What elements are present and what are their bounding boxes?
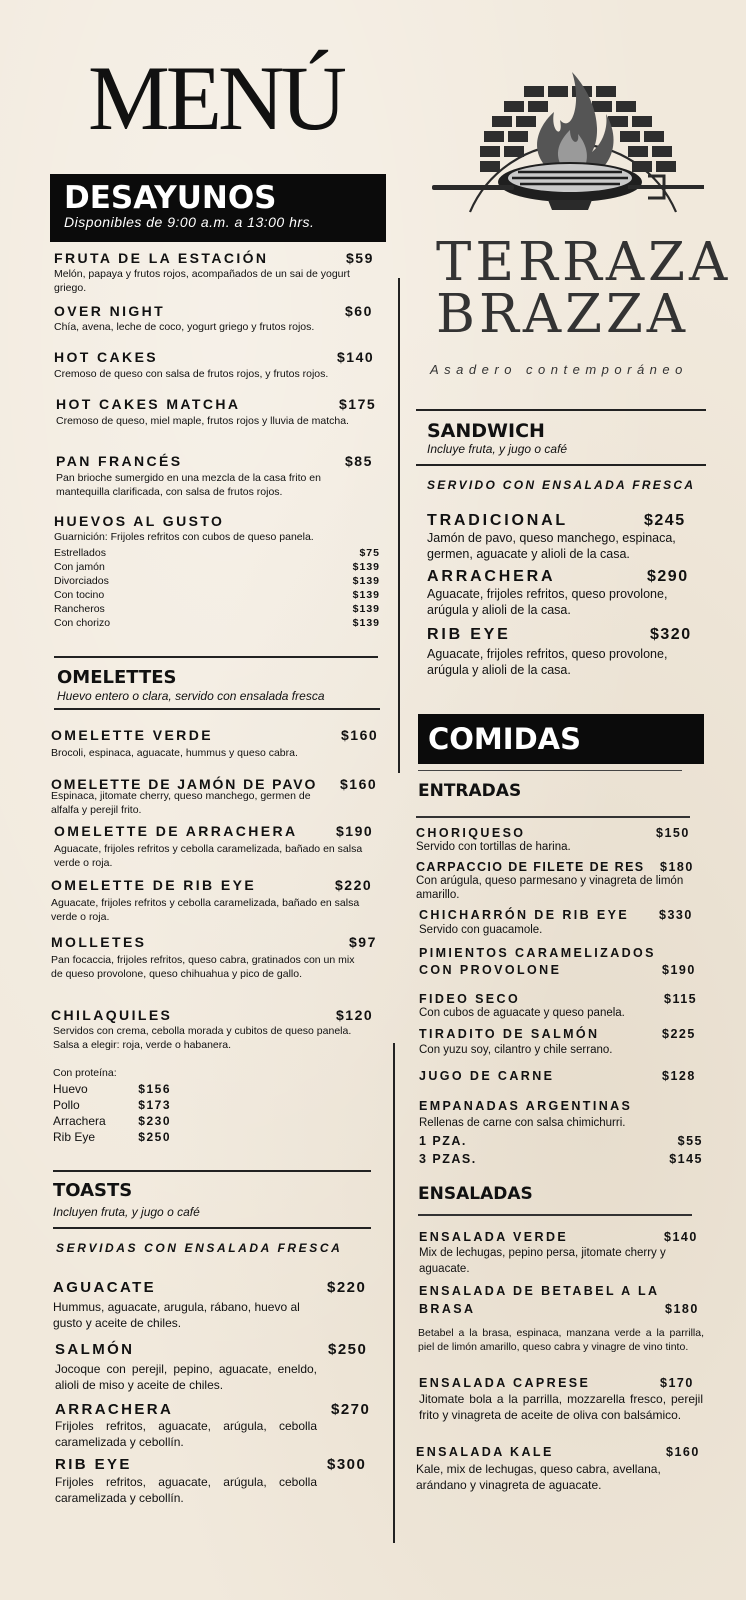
sandwich-title: SANDWICH [427,420,545,442]
option-price: $139 [352,603,380,615]
item-name: FIDEO SECO [419,992,521,1006]
item-desc: Cremoso de queso con salsa de frutos rojos, y frutos rojos. [54,368,329,380]
entradas-title: ENTRADAS [418,781,522,801]
option-label: Divorciados [54,575,109,587]
item-name: TRADICIONAL [427,512,569,529]
item-desc: Jocoque con perejil, pepino, aguacate, eneldo, alioli de miso y aceite de chiles. [55,1362,317,1392]
item-price: $220 [335,877,373,893]
item-price: $97 [349,934,377,950]
item-name: JUGO DE CARNE [419,1069,555,1083]
item-desc: Cremoso de queso, miel maple, frutos rojos y lluvia de matcha. [56,415,349,427]
option-price: $145 [669,1152,703,1166]
option-price: $230 [138,1114,171,1128]
item-name: TIRADITO DE SALMÓN [419,1027,600,1041]
option-price: $139 [352,561,380,573]
item-price: $85 [345,453,373,469]
item-name: EMPANADAS ARGENTINAS [419,1099,633,1113]
item-name: ARRACHERA [427,568,556,585]
option-row [419,1134,703,1152]
item-name: HOT CAKES MATCHA [56,396,241,412]
option-row [419,1152,703,1170]
item-price: $180 [665,1302,699,1316]
item-price: $300 [327,1456,367,1473]
divider [53,1227,371,1229]
item-name: CARPACCIO DE FILETE DE RES [416,860,645,874]
divider [418,770,682,771]
item-name: CHILAQUILES [51,1007,173,1023]
item-name: CHORIQUESO [416,826,526,840]
option-row [53,1130,171,1146]
item-price: $59 [346,250,374,266]
desayunos-subtitle: Disponibles de 9:00 a.m. a 13:00 hrs. [64,214,315,230]
protein-options [53,1082,171,1146]
column-divider [398,278,400,773]
item-name: AGUACATE [53,1279,157,1296]
item-desc: Jamón de pavo, queso manchego, espinaca, germen, aguacate y alioli de la casa. [427,531,676,561]
desayunos-title: DESAYUNOS [64,180,277,216]
option-price: $75 [359,547,380,559]
menu-title: MENÚ [88,47,343,149]
item-name: HUEVOS AL GUSTO [54,513,225,529]
item-name: HOT CAKES [54,349,159,365]
omelettes-title: OMELETTES [57,667,177,688]
item-name: ENSALADA DE BETABEL A LA [419,1284,660,1298]
comidas-header [418,714,704,764]
item-price: $190 [336,823,374,839]
option-price: $139 [352,575,380,587]
item-name: ENSALADA KALE [416,1445,554,1459]
item-name: OMELETTE DE JAMÓN DE PAVO [51,776,318,792]
toasts-note: SERVIDAS CON ENSALADA FRESCA [56,1241,343,1255]
item-price: $160 [666,1445,700,1459]
option-row [54,588,380,602]
item-desc: Rellenas de carne con salsa chimichurri. [419,1117,626,1129]
divider [416,464,706,466]
item-desc: Espinaca, jitomate cherry, queso manchego, germen de alfalfa y perejil frito. [51,790,311,816]
item-name: RIB EYE [55,1456,132,1473]
item-price: $150 [656,826,690,840]
item-desc: Jitomate bola a la parrilla, mozzarella fresco, perejil frito y vinagreta de aceite de oliva con balsámico. [419,1392,703,1422]
item-name: FRUTA DE LA ESTACIÓN [54,250,269,266]
divider [416,409,706,411]
omelettes-subtitle: Huevo entero o clara, servido con ensalada fresca [57,689,325,703]
item-name: ENSALADA CAPRESE [419,1376,591,1390]
option-label: 3 PZAS. [419,1152,477,1166]
item-desc: Servido con guacamole. [419,924,543,936]
brand-name-line2: BRAZZA [436,284,690,345]
option-row [54,560,380,574]
item-price: $175 [339,396,377,412]
sandwich-subtitle: Incluye fruta, y jugo o café [427,442,568,456]
option-row [53,1114,171,1130]
item-price: $140 [664,1230,698,1244]
item-price: $60 [345,303,373,319]
item-name: RIB EYE [427,626,511,643]
option-row [53,1098,171,1114]
divider [416,816,690,818]
item-desc: Con cubos de aguacate y queso panela. [419,1007,625,1019]
divider [53,1170,371,1172]
item-name: MOLLETES [51,934,147,950]
option-row [54,574,380,588]
comidas-title: COMIDAS [428,722,581,756]
item-price: $140 [337,349,375,365]
divider [418,1214,692,1216]
option-row [54,616,380,630]
item-desc: Frijoles refritos, aguacate, arúgula, cebolla caramelizada y cebollín. [55,1419,317,1449]
item-desc: Aguacate, frijoles refritos y cebolla caramelizada, bañado en salsa verde o roja. [51,897,360,923]
item-price: $270 [331,1401,371,1418]
option-label: Rib Eye [53,1130,96,1144]
item-name-cont: CON PROVOLONE [419,963,562,977]
toasts-subtitle: Incluyen fruta, y jugo o café [53,1205,200,1219]
option-label: Con jamón [54,561,105,573]
option-label: Arrachera [53,1114,106,1128]
brand-tagline: Asadero contemporáneo [430,362,688,377]
option-price: $139 [352,589,380,601]
option-row [53,1082,171,1098]
huevos-options [54,546,380,630]
item-name: SALMÓN [55,1341,135,1358]
item-price: $190 [662,963,696,977]
item-name: ENSALADA VERDE [419,1230,569,1244]
option-price: $139 [352,617,380,629]
option-label: Estrellados [54,547,106,559]
item-name: OMELETTE VERDE [51,727,213,743]
column-divider [393,1043,395,1543]
item-desc: Pan brioche sumergido en una mezcla de la casa frito en mantequilla clarificada, con salsa de frutos rojos. [56,472,321,498]
item-name: OMELETTE DE ARRACHERA [54,823,298,839]
item-desc: Servido con tortillas de harina. [416,841,571,853]
item-desc: Kale, mix de lechugas, queso cabra, avellana, arándano y vinagreta de aguacate. [416,1462,661,1492]
grill-logo-icon [432,42,704,230]
item-desc: Guarnición: Frijoles refritos con cubos de queso panela. [54,531,314,543]
item-desc: Chía, avena, leche de coco, yogurt griego y frutos rojos. [54,321,315,333]
item-desc: Mix de lechugas, pepino persa, jitomate cherry y aguacate. [419,1247,666,1275]
option-price: $173 [138,1098,171,1112]
protein-label: Con proteína: [53,1067,117,1079]
item-desc: Frijoles refritos, aguacate, arúgula, cebolla caramelizada y cebollín. [55,1475,317,1505]
item-name: PAN FRANCÉS [56,453,183,469]
option-row [54,546,380,560]
option-label: Rancheros [54,603,105,615]
item-price: $330 [659,908,693,922]
item-name: CHICHARRÓN DE RIB EYE [419,908,630,922]
item-desc: Hummus, aguacate, arugula, rábano, huevo al gusto y aceite de chiles. [53,1300,300,1330]
item-price: $160 [340,776,378,792]
option-label: Pollo [53,1098,80,1112]
item-price: $250 [328,1341,368,1358]
item-name: OMELETTE DE RIB EYE [51,877,257,893]
sandwich-note: SERVIDO CON ENSALADA FRESCA [427,478,696,492]
item-price: $225 [662,1027,696,1041]
item-price: $170 [660,1376,694,1390]
item-price: $128 [662,1069,696,1083]
item-desc: Servidos con crema, cebolla morada y cubitos de queso panela. Salsa a elegir: roja, verde o habanera. [53,1025,352,1051]
item-name-cont: BRASA [419,1302,476,1316]
item-price: $320 [650,626,692,643]
item-desc: Brocoli, espinaca, aguacate, hummus y queso cabra. [51,747,298,759]
option-label: Con chorizo [54,617,111,629]
option-row [54,602,380,616]
item-desc: Aguacate, frijoles refritos y cebolla caramelizada, bañado en salsa verde o roja. [54,843,363,869]
item-name: OVER NIGHT [54,303,166,319]
item-desc: Aguacate, frijoles refritos, queso provolone, arúgula y alioli de la casa. [427,587,668,617]
item-name: PIMIENTOS CARAMELIZADOS [419,946,656,960]
item-desc: Con arúgula, queso parmesano y vinagreta de limón amarillo. [416,875,684,901]
option-label: 1 PZA. [419,1134,467,1148]
item-price: $245 [644,512,686,529]
item-price: $180 [660,860,694,874]
desayunos-header [50,174,386,242]
option-price: $55 [677,1134,703,1148]
item-desc: Pan focaccia, frijoles refritos, queso cabra, gratinados con un mix de queso provolone, queso chihuahua y pico de gallo. [51,954,355,980]
option-label: Huevo [53,1082,88,1096]
item-price: $220 [327,1279,367,1296]
item-desc: Con yuzu soy, cilantro y chile serrano. [419,1044,613,1056]
item-price: $160 [341,727,379,743]
item-price: $115 [664,992,698,1006]
option-price: $156 [138,1082,171,1096]
option-price: $250 [138,1130,171,1144]
toasts-title: TOASTS [53,1180,133,1201]
ensaladas-title: ENSALADAS [418,1184,533,1204]
item-desc: Melón, papaya y frutos rojos, acompañados de un sai de yogurt griego. [54,268,350,294]
divider [54,708,380,710]
option-label: Con tocino [54,589,105,601]
item-desc: Aguacate, frijoles refritos, queso provolone, arúgula y alioli de la casa. [427,647,668,677]
item-name: ARRACHERA [55,1401,174,1418]
item-price: $290 [647,568,689,585]
item-desc: Betabel a la brasa, espinaca, manzana verde a la parrilla, piel de limón amarillo, queso cabra y vinagre de vino tinto. [418,1327,704,1353]
item-price: $120 [336,1007,374,1023]
empanadas-options [419,1134,703,1170]
brand-name-line1: TERRAZA [436,232,732,293]
divider [54,656,378,658]
